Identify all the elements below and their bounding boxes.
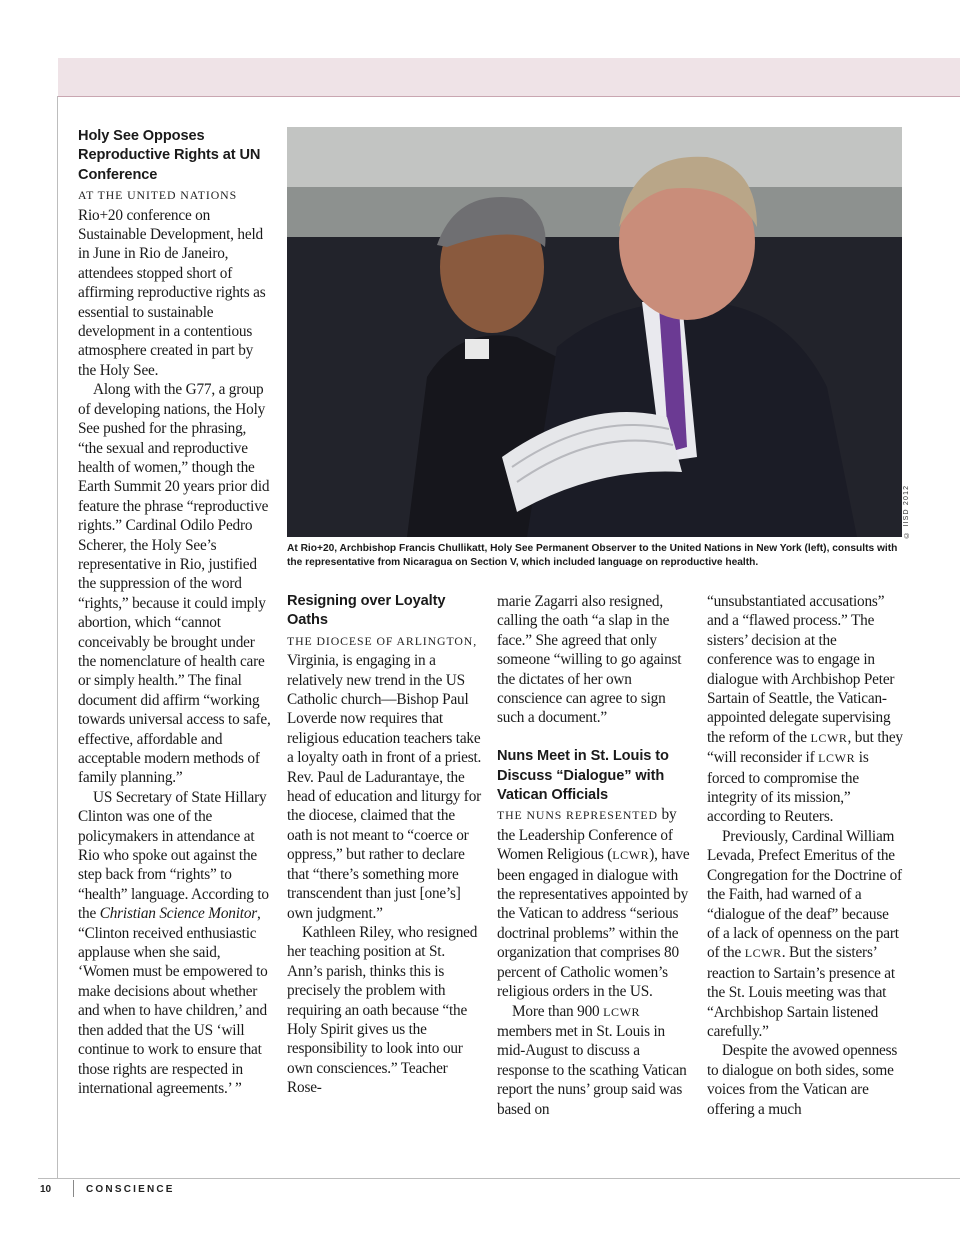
article-loyalty-oaths [287,592,483,1098]
paragraph: Rio+20 conference on Sustainable Development, held in June in Rio de Janeiro, attendees stopped short of affirming reproductive rights as essential to sustainable development in a contentious atmosphere created in part by the Holy See. [78,206,266,379]
publication-name: Christian Science Monitor [99,905,258,923]
magazine-name: CONSCIENCE [86,1184,175,1195]
footer-rule [38,1178,960,1179]
photo-illustration [287,127,902,537]
paragraph: “unsubstantiated accusations” and a “flawed process.” The sisters’ decision at the conference was to engage in dialogue with Archbishop Peter Sartain of Seattle, the Vatican-appointed delegate supervising the reform of the LCWR, but they “will reconsider if LCWR is forced to compromise the integrity of its mission,” according to Reuters. [707,593,903,826]
paragraph: Despite the avowed openness to dialogue on both sides, some voices from the Vatican are offering a much [707,1042,898,1118]
paragraph: US Secretary of State Hillary Clinton was one of the policymakers in attendance at Rio who spoke out against the step back from “rights” to “health” language. According to the Christian Science Monitor, “Clinton received enthusiastic applause when she said, ‘Women must be empowered to make decisions about whether and when to have children,’ and then added that the US ‘will continue to work to ensure that those rights are respected in international agreements.’ ” [78,788,269,1097]
article-holy-see [78,127,274,1098]
lead-in: THE DIOCESE OF ARLINGTON, [287,633,478,648]
paragraph: Kathleen Riley, who resigned her teaching position at St. Ann’s parish, thinks this is precisely the problem with requiring an oath because “the Holy Spirit gives us the responsibility to look into our own consciences.” Teacher Rose- [287,923,478,1097]
paragraph: More than 900 LCWR members met in St. Louis in mid-August to discuss a response to the scathing Vatican report the nuns’ group said was based on [497,1002,687,1118]
left-margin-rule [57,96,58,1178]
lead-in: AT THE UNITED NATIONS [78,188,238,203]
page-number: 10 [40,1184,52,1195]
paragraph: Previously, Cardinal William Levada, Prefect Emeritus of the Congregation for the Doctrine of the Faith, had warned of a “dialogue of the deaf” because of a lack of openness on the part of the LCWR. But the sisters’ reaction to Sartain’s presence at the St. Louis meeting was that “Archbishop Sartain listened carefully.” [707,827,902,1040]
paragraph: marie Zagarri also resigned, calling the oath “a slap in the face.” She agreed that only someone “willing to go against the dictates of her own conscience can agree to sign such a document.” [497,593,682,727]
conference-photo [287,127,902,537]
lead-in: THE NUNS REPRESENTED [497,808,658,823]
article-title: Nuns Meet in St. Louis to Discuss “Dialogue” with Vatican Officials [497,748,669,804]
top-color-band [58,58,960,97]
article-title: Holy See Opposes Reproductive Rights at UN Conference [78,128,261,183]
article-nuns-continued [707,592,903,1119]
article-title: Resigning over Loyalty Oaths [287,593,446,629]
article-continued-column: marie Zagarri also resigned, calling the oath “a slap in the face.” She agreed that only someone “willing to go against the dictates of her own conscience can agree to sign such a document.” Nuns Meet in St. Louis to Discuss “Dialogue” with Vatican Officials THE NUNS REPRESENTED by the Leadership Conference of Women Religious (LCWR), have been engaged in dialogue with the representatives appointed by the Vatican to address “serious doctrinal problems” within the organization that comprises 80 percent of Catholic women’s religious orders in the US. More than 900 LCWR members met in St. Louis in mid-August to discuss a response to the scathing Vatican report the nuns’ group said was based on [497,592,693,1119]
abbreviation: LCWR [612,848,650,863]
photo-credit: © IISD 2012 [903,484,910,538]
photo-caption: At Rio+20, Archbishop Francis Chullikatt, Holy See Permanent Observer to the United Nations in New York (left), consults with the representative from Nicaragua on Section V, which included language on reproductive health. [287,543,898,568]
paragraph: Virginia, is engaging in a relatively new trend in the US Catholic church—Bishop Paul Loverde now requires that religious education teachers take a loyalty oath in front of a priest. Rev. Paul de Ladurantaye, the head of education and liturgy for the diocese, claimed that the oath is not meant to “coerce or oppress,” but rather to declare that “there’s something more transcendent than just [one’s] own judgment.” [287,652,482,922]
paragraph: Along with the G77, a group of developing nations, the Holy See pushed for the phrasing, “the sexual and reproductive health of women,” though the Earth Summit 20 years prior did feature the phrase “reproductive rights.” Cardinal Odilo Pedro Scherer, the Holy See’s representative in Rio, justified the suppression of the word “rights,” because it could imply abortion, which “cannot conceivably be brought under the nomenclature of health care or simply health.” The final document did affirm “working towards universal access to safe, effective, affordable and acceptable modern methods of family planning.” [78,381,271,787]
footer-separator [73,1180,74,1197]
